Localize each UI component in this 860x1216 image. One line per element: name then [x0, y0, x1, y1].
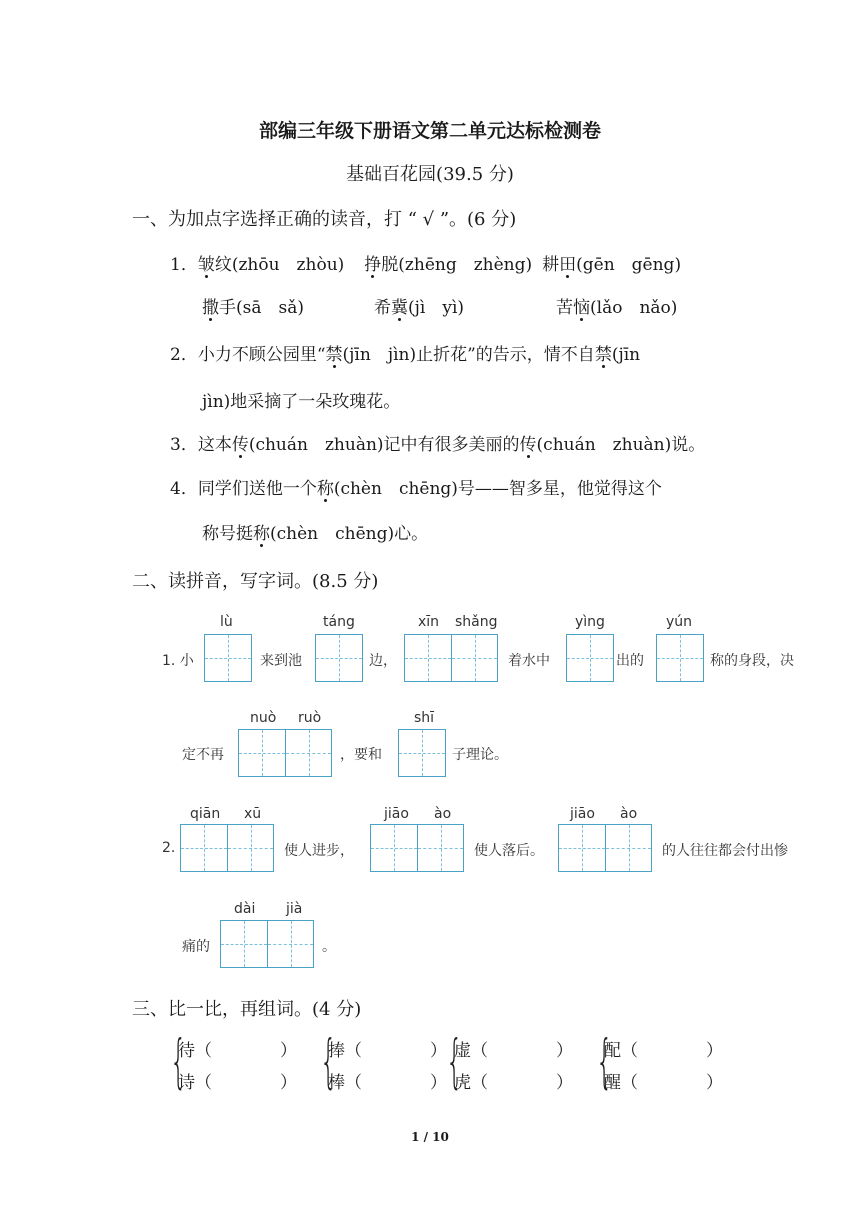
compare-2b: 棒（ ）	[328, 1073, 447, 1093]
brace-1: {	[170, 1027, 187, 1095]
pinyin-choice: (lǎo nǎo)	[590, 298, 678, 318]
question1-line2	[202, 293, 304, 318]
compare-4b: 醒（ ）	[604, 1073, 723, 1093]
question-text: 同学们送他一个	[197, 479, 317, 499]
pinyin-jiao1: jiāo	[384, 806, 409, 822]
pinyin-dai: dài	[234, 901, 256, 917]
pinyin-ao1: ào	[434, 806, 452, 822]
pinyin-ao2: ào	[620, 806, 638, 822]
compare-1b: 诗（ ）	[178, 1073, 297, 1093]
dotted-char: 称	[317, 474, 334, 499]
question-text: (chèn chēng)心。	[270, 524, 429, 544]
row3-text1: 使人进步，	[284, 843, 354, 859]
question2-line2: jìn)地采摘了一朵玫瑰花。	[202, 392, 401, 412]
writing-grid-lu[interactable]	[204, 634, 252, 682]
pinyin-tang: táng	[323, 614, 355, 630]
brace-4: {	[596, 1027, 613, 1095]
writing-grid-qianxu[interactable]	[180, 824, 274, 872]
pinyin-shi: shī	[414, 710, 435, 726]
dotted-char: 皱	[198, 250, 215, 275]
question-text: (chuán zhuàn)记中有很多美丽的	[248, 435, 520, 455]
writing-grid-nuoruo[interactable]	[238, 729, 332, 777]
dotted-char: 田	[559, 250, 576, 275]
pinyin-qian: qiān	[190, 806, 221, 822]
dotted-char: 传	[232, 430, 249, 455]
pinyin-choice: (gēn gēng)	[576, 255, 682, 275]
dotted-char: 称	[253, 519, 270, 544]
question4-line1	[170, 474, 662, 499]
writing-grid-jiaoao1[interactable]	[370, 824, 464, 872]
dotted-char: 禁	[326, 340, 343, 365]
pinyin-choice: 手(sā sǎ)	[219, 298, 304, 318]
section1-heading: 一、为加点字选择正确的读音，打 “ √ ”。(6 分)	[132, 209, 517, 230]
row3-text3: 的人往往都会付出惨	[662, 843, 788, 859]
compare-1a: 待（ ）	[178, 1041, 297, 1061]
question-text: (chuán zhuàn)说。	[536, 435, 706, 455]
pinyin-xu: xū	[244, 806, 262, 822]
row1-text5: 出的	[616, 653, 644, 669]
writing-grid-tang[interactable]	[315, 634, 363, 682]
page-title: 部编三年级下册语文第二单元达标检测卷	[258, 120, 601, 142]
question-number: 4．	[170, 479, 198, 499]
pinyin-ying: yìng	[575, 614, 605, 630]
brace-2: {	[320, 1027, 337, 1095]
dotted-char: 挣	[364, 250, 381, 275]
row3-text2: 使人落后。	[474, 843, 544, 859]
pinyin-xin: xīn	[418, 614, 440, 630]
compare-2a: 捧（ ）	[328, 1041, 447, 1061]
pinyin-nuo: nuò	[250, 710, 277, 726]
pinyin-lu: lù	[220, 614, 233, 630]
compare-3b: 虎（ ）	[454, 1073, 573, 1093]
pinyin-shang: shǎng	[455, 614, 498, 630]
section2-heading: 二、读拼音，写字词。(8.5 分)	[132, 571, 379, 592]
question-text: (jīn jìn)止折花”的告示，情不自	[342, 345, 595, 365]
writing-grid-shi[interactable]	[398, 729, 446, 777]
dotted-char: 传	[520, 430, 537, 455]
question-text: 这本	[197, 435, 232, 455]
row4-text1: 痛的	[182, 939, 210, 955]
pinyin-choice: 纹(zhōu zhòu)	[214, 255, 345, 275]
dotted-char: 恼	[573, 293, 590, 318]
question-text: 称号挺	[202, 524, 253, 544]
row1-text4: 着水中	[508, 653, 550, 669]
section3-heading: 三、比一比，再组词。(4 分)	[132, 999, 362, 1020]
question-text: 小力不顾公园里“	[197, 345, 326, 365]
row2-text2: ，要和	[340, 747, 382, 763]
brace-3: {	[446, 1027, 463, 1095]
row1-text6: 称的身段，决	[710, 653, 794, 669]
plain-char: 希	[374, 298, 391, 318]
pinyin-yun: yún	[666, 614, 693, 630]
section-subtitle: 基础百花园(39.5 分)	[346, 164, 514, 185]
question-number: 3．	[170, 435, 198, 455]
writing-grid-ying[interactable]	[566, 634, 614, 682]
row3-number: 2.	[162, 840, 176, 856]
compare-4a: 配（ ）	[604, 1041, 723, 1061]
plain-char: 苦	[556, 298, 573, 318]
row1-text2: 来到池	[260, 653, 302, 669]
writing-grid-daijia[interactable]	[220, 920, 314, 968]
dotted-char: 禁	[595, 340, 612, 365]
row2-text3: 子理论。	[452, 747, 508, 763]
compare-3a: 虚（ ）	[454, 1041, 573, 1061]
writing-grid-xinshang[interactable]	[404, 634, 498, 682]
question4-line2	[202, 519, 428, 544]
question1-item-f	[556, 293, 677, 318]
pinyin-choice: (jì yì)	[408, 298, 465, 318]
question3	[170, 430, 705, 455]
pinyin-jiao2: jiāo	[570, 806, 595, 822]
dotted-char: 撒	[202, 293, 219, 318]
row1-number: 1. 小	[162, 653, 194, 669]
page-number: 1 / 10	[411, 1130, 449, 1144]
pinyin-choice: 脱(zhēng zhèng)	[381, 255, 533, 275]
row2-text1: 定不再	[182, 747, 224, 763]
question-text: (jīn	[611, 345, 641, 365]
question-number: 1．	[170, 255, 198, 275]
writing-grid-jiaoao2[interactable]	[558, 824, 652, 872]
question1-line1	[170, 250, 681, 275]
row4-text2: 。	[322, 939, 336, 955]
pinyin-ruo: ruò	[298, 710, 322, 726]
dotted-char: 冀	[391, 293, 408, 318]
question2-line1	[170, 340, 640, 365]
question-text: (chèn chēng)号——智多星，他觉得这个	[333, 479, 662, 499]
question1-item-e	[374, 293, 464, 318]
row1-text3: 边，	[369, 653, 397, 669]
pinyin-jia: jià	[286, 901, 303, 917]
writing-grid-yun[interactable]	[656, 634, 704, 682]
question-number: 2．	[170, 345, 198, 365]
plain-char: 耕	[542, 255, 560, 275]
